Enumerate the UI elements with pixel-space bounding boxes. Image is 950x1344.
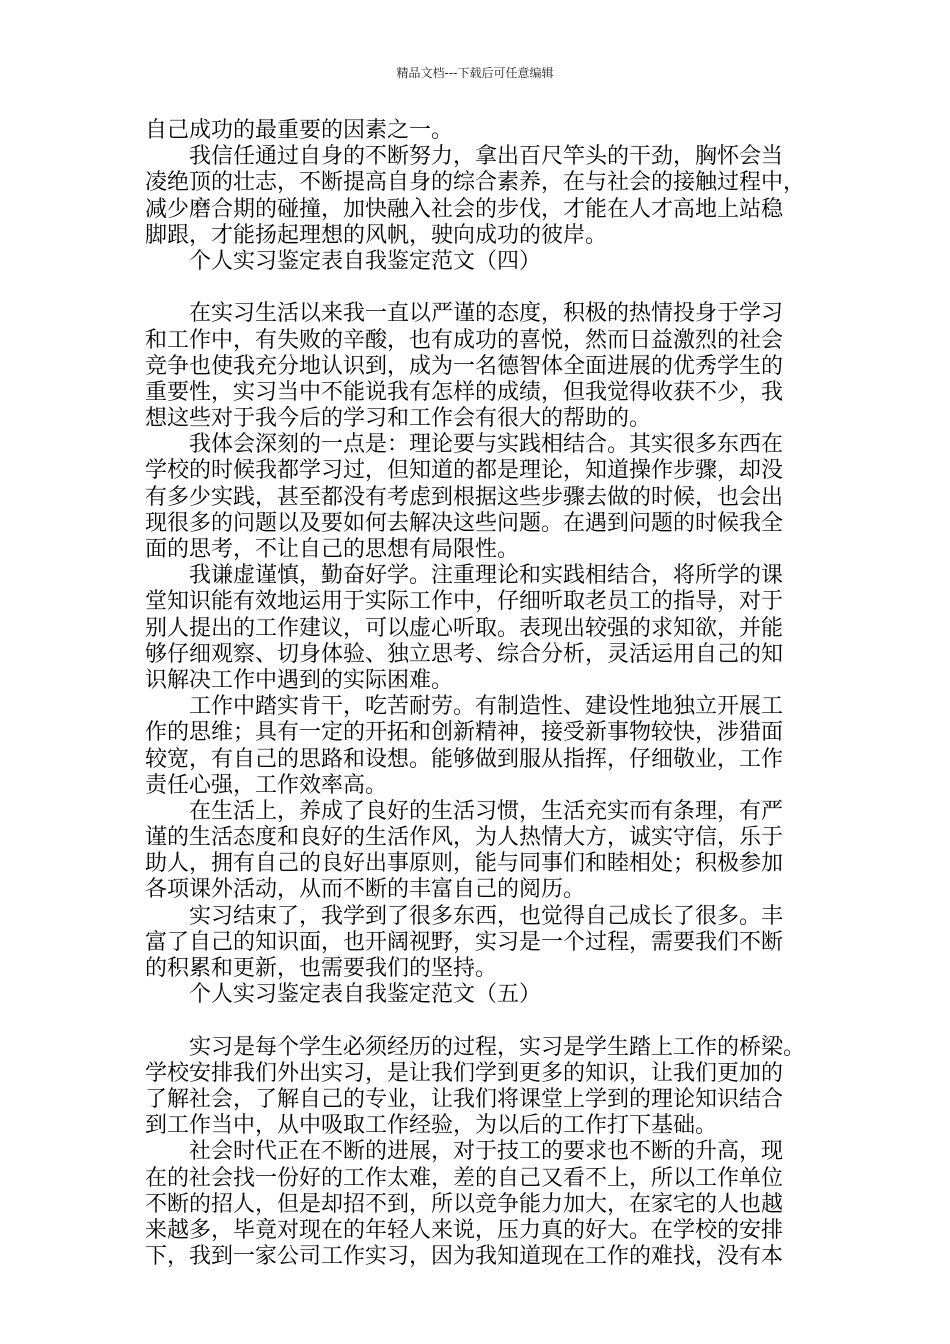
text-line: 谨的生活态度和良好的生活作风，为人热情大方，诚实守信，乐于: [145, 825, 784, 851]
text-line: 社会时代正在不断的进展，对于技工的要求也不断的升高，现: [145, 1139, 784, 1165]
text-line: 我谦虚谨慎，勤奋好学。注重理论和实践相结合，将所学的课: [145, 563, 784, 589]
text-line: 实习结束了，我学到了很多东西，也觉得自己成长了很多。丰: [145, 903, 784, 929]
text-line: 在实习生活以来我一直以严谨的态度，积极的热情投身于学习: [145, 301, 784, 327]
text-line: 够仔细观察、切身体验、独立思考、综合分析，灵活运用自己的知: [145, 641, 784, 667]
page-header: 精品文档---下载后可任意编辑: [396, 66, 554, 80]
text-line: 想这些对于我今后的学习和工作会有很大的帮助的。: [145, 406, 652, 432]
text-line: 了解社会，了解自己的专业，让我们将课堂上学到的理论知识结合: [145, 1086, 784, 1112]
text-line: 凌绝顶的壮志，不断提高自身的综合素养，在与社会的接触过程中，: [145, 170, 806, 196]
text-line: 不断的招人，但是却招不到，所以竞争能力加大，在家宅的人也越: [145, 1191, 784, 1217]
text-line: 作的思维；具有一定的开拓和创新精神，接受新事物较快，涉猎面: [145, 720, 784, 746]
text-line: 面的思考，不让自己的思想有局限性。: [145, 537, 520, 562]
text-line: 到工作当中，从中吸取工作经验，为以后的工作打下基础。: [145, 1113, 718, 1139]
text-line: 别人提出的工作建议，可以虚心听取。表现出较强的求知欲，并能: [145, 615, 784, 641]
text-line: 重要性，实习当中不能说我有怎样的成绩，但我觉得收获不少，我: [145, 379, 784, 405]
blank-line: [145, 1008, 813, 1034]
text-line: 现很多的问题以及要如何去解决这些问题。在遇到问题的时候我全: [145, 510, 784, 536]
text-line: 实习是每个学生必须经历的过程，实习是学生踏上工作的桥梁。: [145, 1034, 806, 1060]
text-line: 在的社会找一份好的工作太难，差的自己又看不上，所以工作单位: [145, 1165, 784, 1191]
blank-line: [145, 275, 813, 301]
text-line: 各项课外活动，从而不断的丰富自己的阅历。: [145, 877, 586, 903]
text-line: 助人，拥有自己的良好出事原则，能与同事们和睦相处；积极参加: [145, 851, 784, 877]
text-line: 我信任通过自身的不断努力，拿出百尺竿头的干劲，胸怀会当: [145, 144, 784, 170]
text-line: 个人实习鉴定表自我鉴定范文（四）: [145, 248, 542, 274]
text-line: 的积累和更新，也需要我们的坚持。: [145, 956, 498, 981]
text-line: 下，我到一家公司工作实习，因为我知道现在工作的难找，没有本: [145, 1244, 784, 1270]
text-line: 来越多，毕竟对现在的年轻人来说，压力真的好大。在学校的安排: [145, 1217, 784, 1243]
text-line: 富了自己的知识面，也开阔视野，实习是一个过程，需要我们不断: [145, 929, 784, 955]
text-line: 在生活上，养成了良好的生活习惯，生活充实而有条理，有严: [145, 798, 784, 824]
text-line: 减少磨合期的碰撞，加快融入社会的步伐，才能在人才高地上站稳: [145, 196, 784, 222]
text-line: 识解决工作中遇到的实际困难。: [145, 667, 454, 693]
text-line: 个人实习鉴定表自我鉴定范文（五）: [145, 982, 542, 1008]
document-body: [145, 118, 813, 1270]
text-line: 学校的时候我都学习过，但知道的都是理论，知道操作步骤，却没: [145, 458, 784, 484]
text-line: 脚跟，才能扬起理想的风帆，驶向成功的彼岸。: [145, 222, 608, 248]
text-line: 堂知识能有效地运用于实际工作中，仔细听取老员工的指导，对于: [145, 589, 784, 615]
text-line: 和工作中，有失败的辛酸，也有成功的喜悦，然而日益激烈的社会: [145, 327, 784, 353]
text-line: 较宽，有自己的思路和设想。能够做到服从指挥，仔细敬业，工作: [145, 746, 784, 772]
text-line: 工作中踏实肯干，吃苦耐劳。有制造性、建设性地独立开展工: [145, 694, 784, 720]
text-line: 有多少实践，甚至都没有考虑到根据这些步骤去做的时候，也会出: [145, 484, 784, 510]
text-line: 学校安排我们外出实习，是让我们学到更多的知识，让我们更加的: [145, 1060, 784, 1086]
text-line: 竞争也使我充分地认识到，成为一名德智体全面进展的优秀学生的: [145, 353, 784, 379]
text-line: 我体会深刻的一点是：理论要与实践相结合。其实很多东西在: [145, 432, 784, 458]
text-line: 自己成功的最重要的因素之一。: [145, 118, 454, 143]
text-line: 责任心强，工作效率高。: [145, 772, 388, 798]
